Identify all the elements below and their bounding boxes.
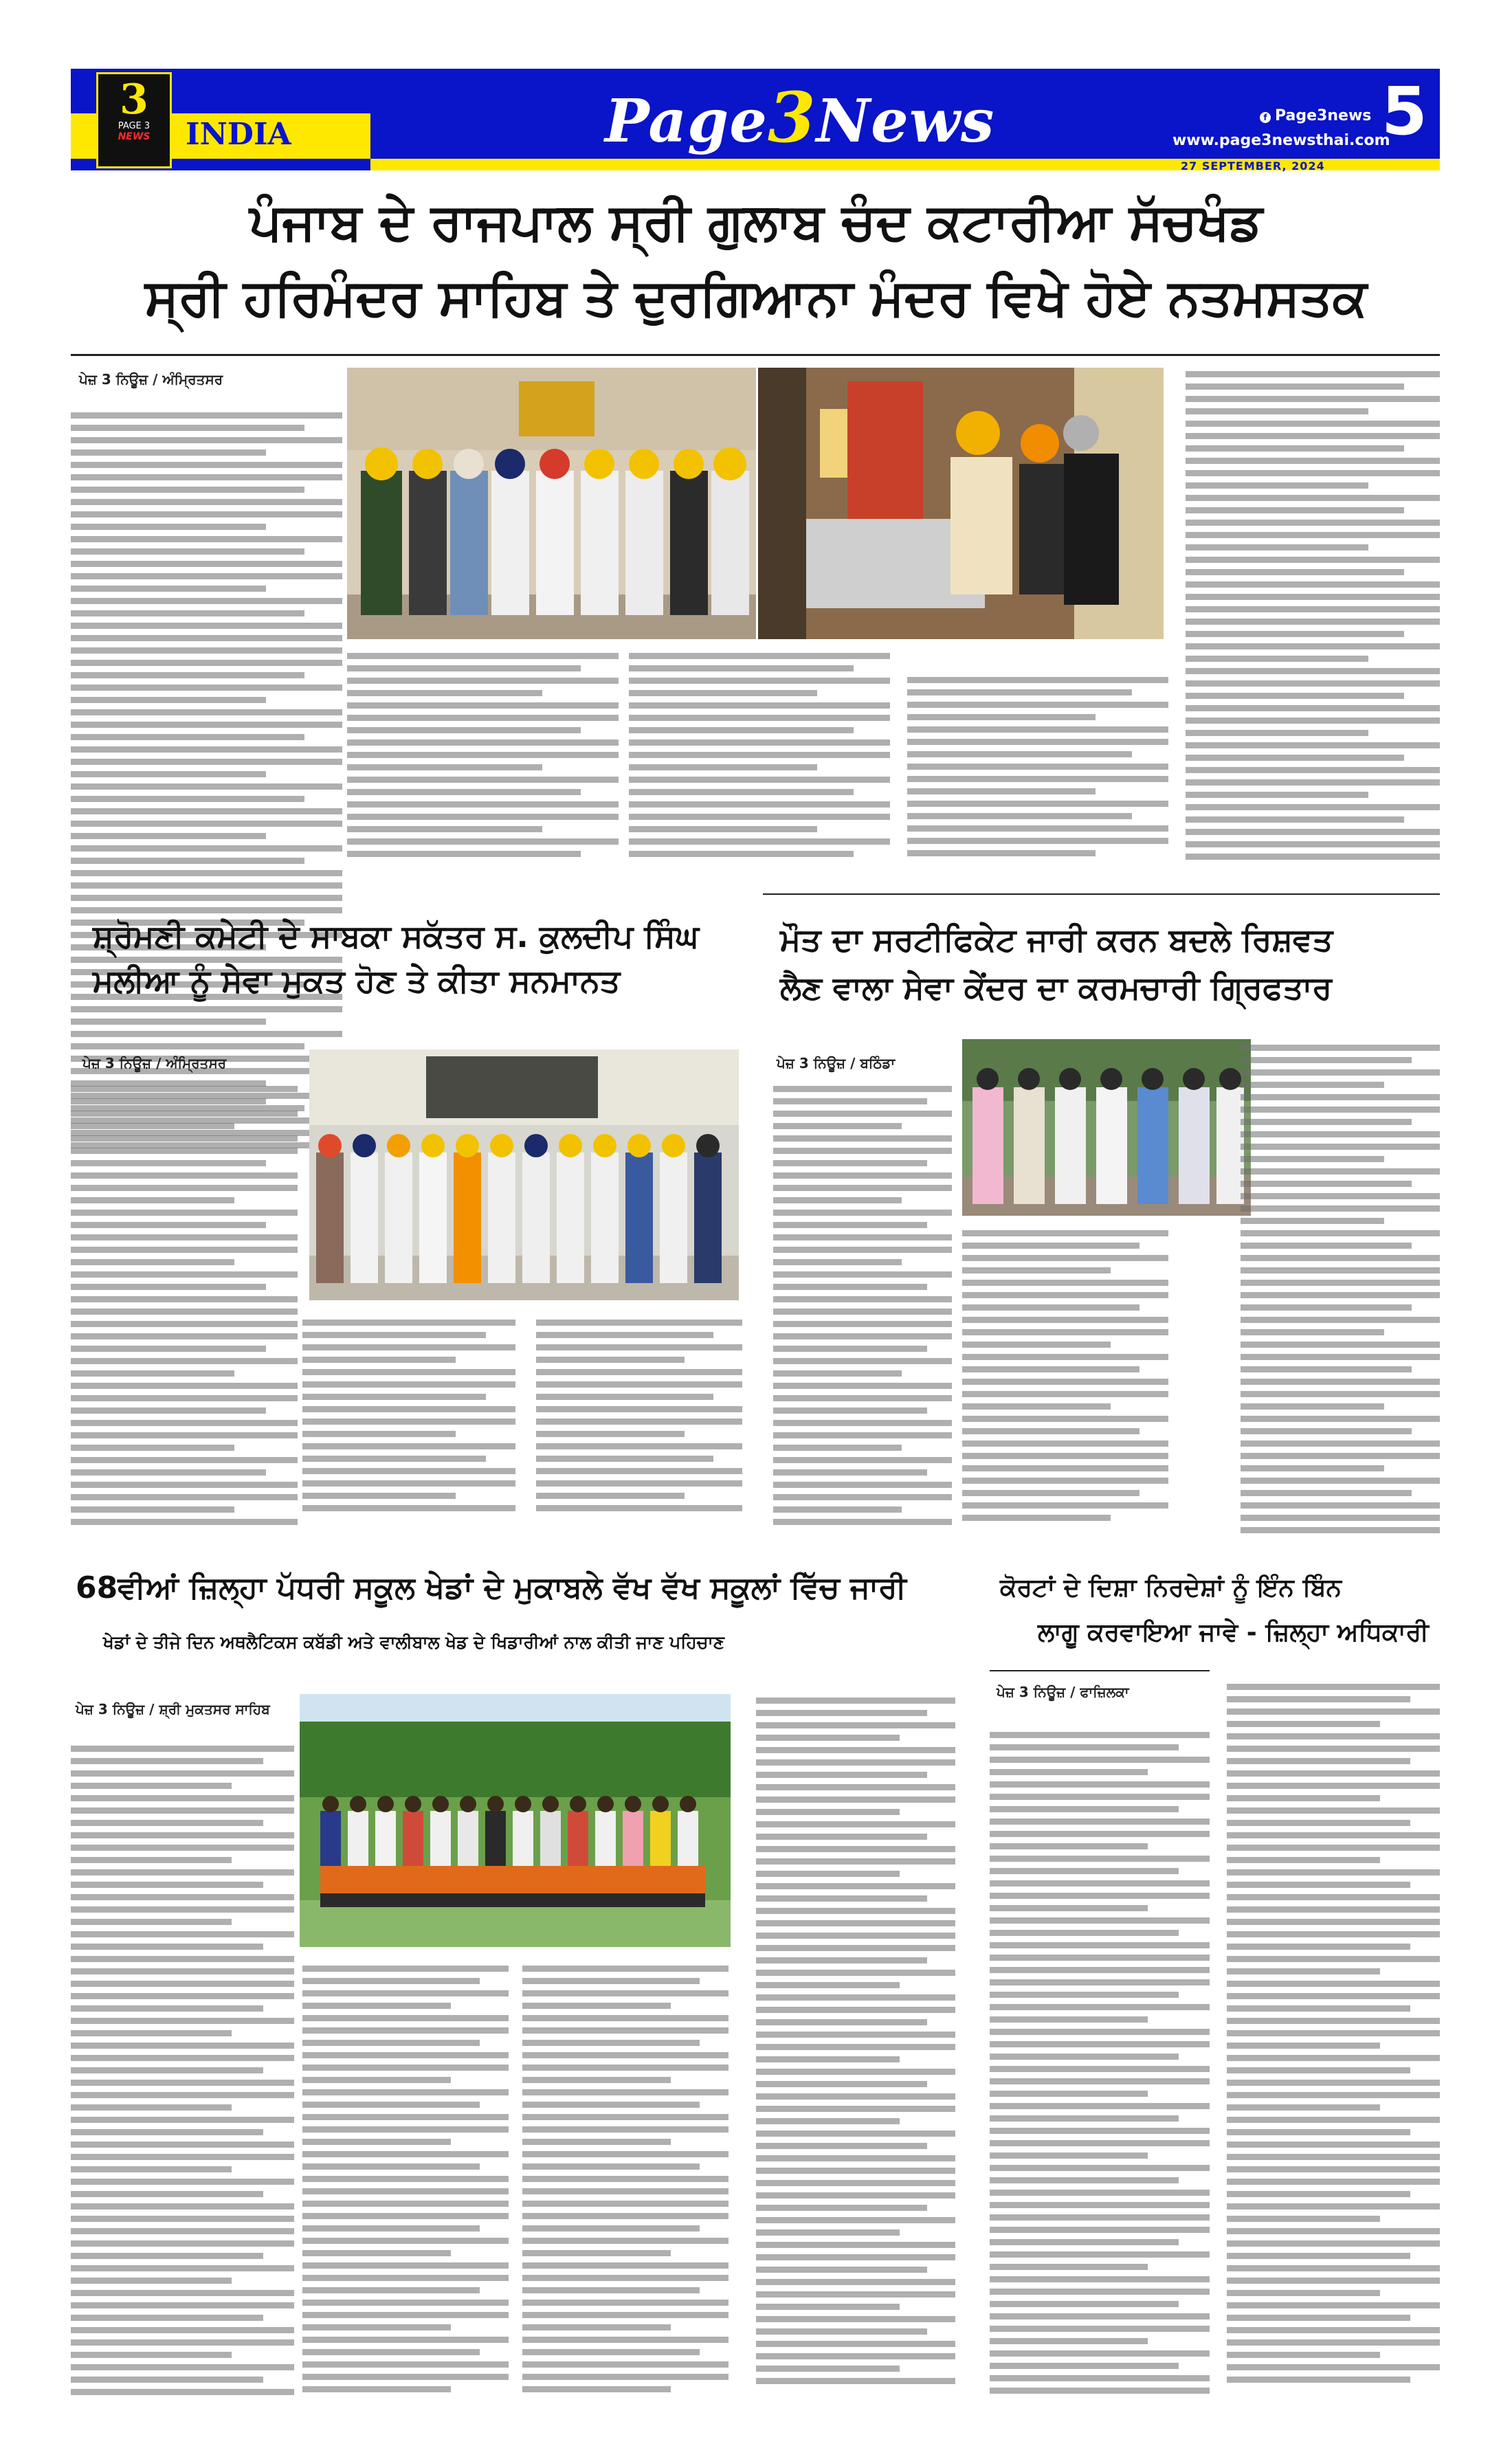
article3-column-1 (773, 1086, 952, 1539)
article5-headline-line2: ਲਾਗੂ ਕਰਵਾਇਆ ਜਾਵੇ - ਜ਼ਿਲ੍ਹਾ ਅਧਿਕਾਰੀ (1038, 1618, 1429, 1647)
page3-logo: 3 PAGE 3 NEWS (96, 72, 172, 168)
article3-headline-line2: ਲੈਣ ਵਾਲਾ ਸੇਵਾ ਕੇਂਦਰ ਦਾ ਕਰਮਚਾਰੀ ਗ੍ਰਿਫਤਾਰ (780, 969, 1333, 1006)
website-link[interactable]: www.page3newsthai.com (1172, 132, 1390, 149)
headline-divider (71, 354, 1440, 356)
section-label: INDIA (186, 117, 291, 152)
article2-column-2 (302, 1320, 515, 1539)
article5-column-2 (1227, 1684, 1440, 2405)
brand-suffix: News (816, 87, 995, 156)
social-handle[interactable]: f Page3news (1260, 107, 1371, 124)
article3-byline: ਪੇਜ਼ 3 ਨਿਊਜ਼ / ਬਠਿੰਡਾ (777, 1055, 896, 1071)
article2-byline: ਪੇਜ਼ 3 ਨਿਊਜ਼ / ਅੰਮ੍ਰਿਤਸਰ (82, 1055, 227, 1071)
article3-headline-line1: ਮੌਤ ਦਾ ਸਰਟੀਫਿਕੇਟ ਜਾਰੀ ਕਰਨ ਬਦਲੇ ਰਿਸ਼ਵਤ (780, 921, 1333, 958)
article1-headline-line1: ਪੰਜਾਬ ਦੇ ਰਾਜਪਾਲ ਸ੍ਰੀ ਗੁਲਾਬ ਚੰਦ ਕਟਾਰੀਆ ਸੱਚਖੰਡ (249, 192, 1263, 252)
brand-number: 3 (767, 77, 816, 158)
article1-column-2 (347, 653, 619, 887)
article4-sports-photo (300, 1694, 731, 1947)
article2-column-1 (71, 1086, 298, 1539)
article1-column-3 (629, 653, 890, 887)
article3-column-2 (962, 1230, 1168, 1539)
article2-headline-line1: ਸ਼੍ਰੋਮਣੀ ਕਮੇਟੀ ਦੇ ਸਾਬਕਾ ਸਕੱਤਰ ਸ. ਕੁਲਦੀਪ ਸਿੰਘ (93, 917, 699, 955)
article2-group-photo (309, 1049, 739, 1300)
article4-subheadline: ਖੇਡਾਂ ਦੇ ਤੀਜੇ ਦਿਨ ਅਥਲੈਟਿਕਸ ਕਬੱਡੀ ਅਤੇ ਵਾਲੀਬਾਲ ਖੇਡ ਦੇ ਖਿਡਾਰੀਆਂ ਨਾਲ ਕੀਤੀ ਜਾਣ ਪਹਿਚਾਣ (103, 1632, 725, 1652)
article1-column-5 (1186, 371, 1440, 887)
article4-column-3 (522, 1966, 729, 2405)
article3-photo (962, 1039, 1251, 1216)
byline-rule (990, 1670, 1210, 1671)
article5-headline-line1: ਕੋਰਟਾਂ ਦੇ ਦਿਸ਼ਾ ਨਿਰਦੇਸ਼ਾਂ ਨੂੰ ਇੰਨ ਬਿੰਨ (1000, 1574, 1342, 1602)
article1-column-4 (907, 677, 1168, 887)
article1-photo-gurdwara (347, 368, 756, 639)
newspaper-brand[interactable] (605, 77, 994, 158)
article1-photo-temple (758, 368, 1164, 639)
edition-date: 27 SEPTEMBER, 2024 (1181, 159, 1325, 173)
article4-headline: 68ਵੀਆਂ ਜ਼ਿਲ੍ਹਾ ਪੱਧਰੀ ਸਕੂਲ ਖੇਡਾਂ ਦੇ ਮੁਕਾਬਲੇ ਵੱਖ ਵੱਖ ਸਕੂਲਾਂ ਵਿੱਚ ਜਾਰੀ (76, 1570, 907, 1605)
article4-column-4 (756, 1698, 955, 2405)
page-number: 5 (1381, 73, 1427, 150)
facebook-icon: f (1260, 112, 1271, 123)
article2-column-3 (536, 1320, 742, 1539)
article4-column-1 (71, 1746, 294, 2405)
article2-headline-line2: ਮਲੀਆ ਨੂੰ ਸੇਵਾ ਮੁਕਤ ਹੋਣ ਤੇ ਕੀਤਾ ਸਨਮਾਨਤ (93, 962, 621, 999)
article4-column-2 (302, 1966, 509, 2405)
article4-byline: ਪੇਜ਼ 3 ਨਿਊਜ਼ / ਸ਼੍ਰੀ ਮੁਕਤਸਰ ਸਾਹਿਬ (76, 1701, 270, 1717)
article5-byline: ਪੇਜ਼ 3 ਨਿਊਜ਼ / ਫਾਜ਼ਿਲਕਾ (997, 1684, 1129, 1700)
article5-column-1 (990, 1732, 1210, 2405)
article3-column-3 (1241, 1045, 1440, 1539)
article1-headline-line2: ਸ੍ਰੀ ਹਰਿਮੰਦਰ ਸਾਹਿਬ ਤੇ ਦੁਰਗਿਆਨਾ ਮੰਦਰ ਵਿਖੇ ਹੋਏ ਨਤਮਸਤਕ (144, 268, 1368, 327)
article-divider (763, 893, 1440, 895)
brand-prefix: Page (605, 87, 768, 156)
article1-byline: ਪੇਜ਼ 3 ਨਿਊਜ਼ / ਅੰਮ੍ਰਿਤਸਰ (79, 371, 223, 388)
